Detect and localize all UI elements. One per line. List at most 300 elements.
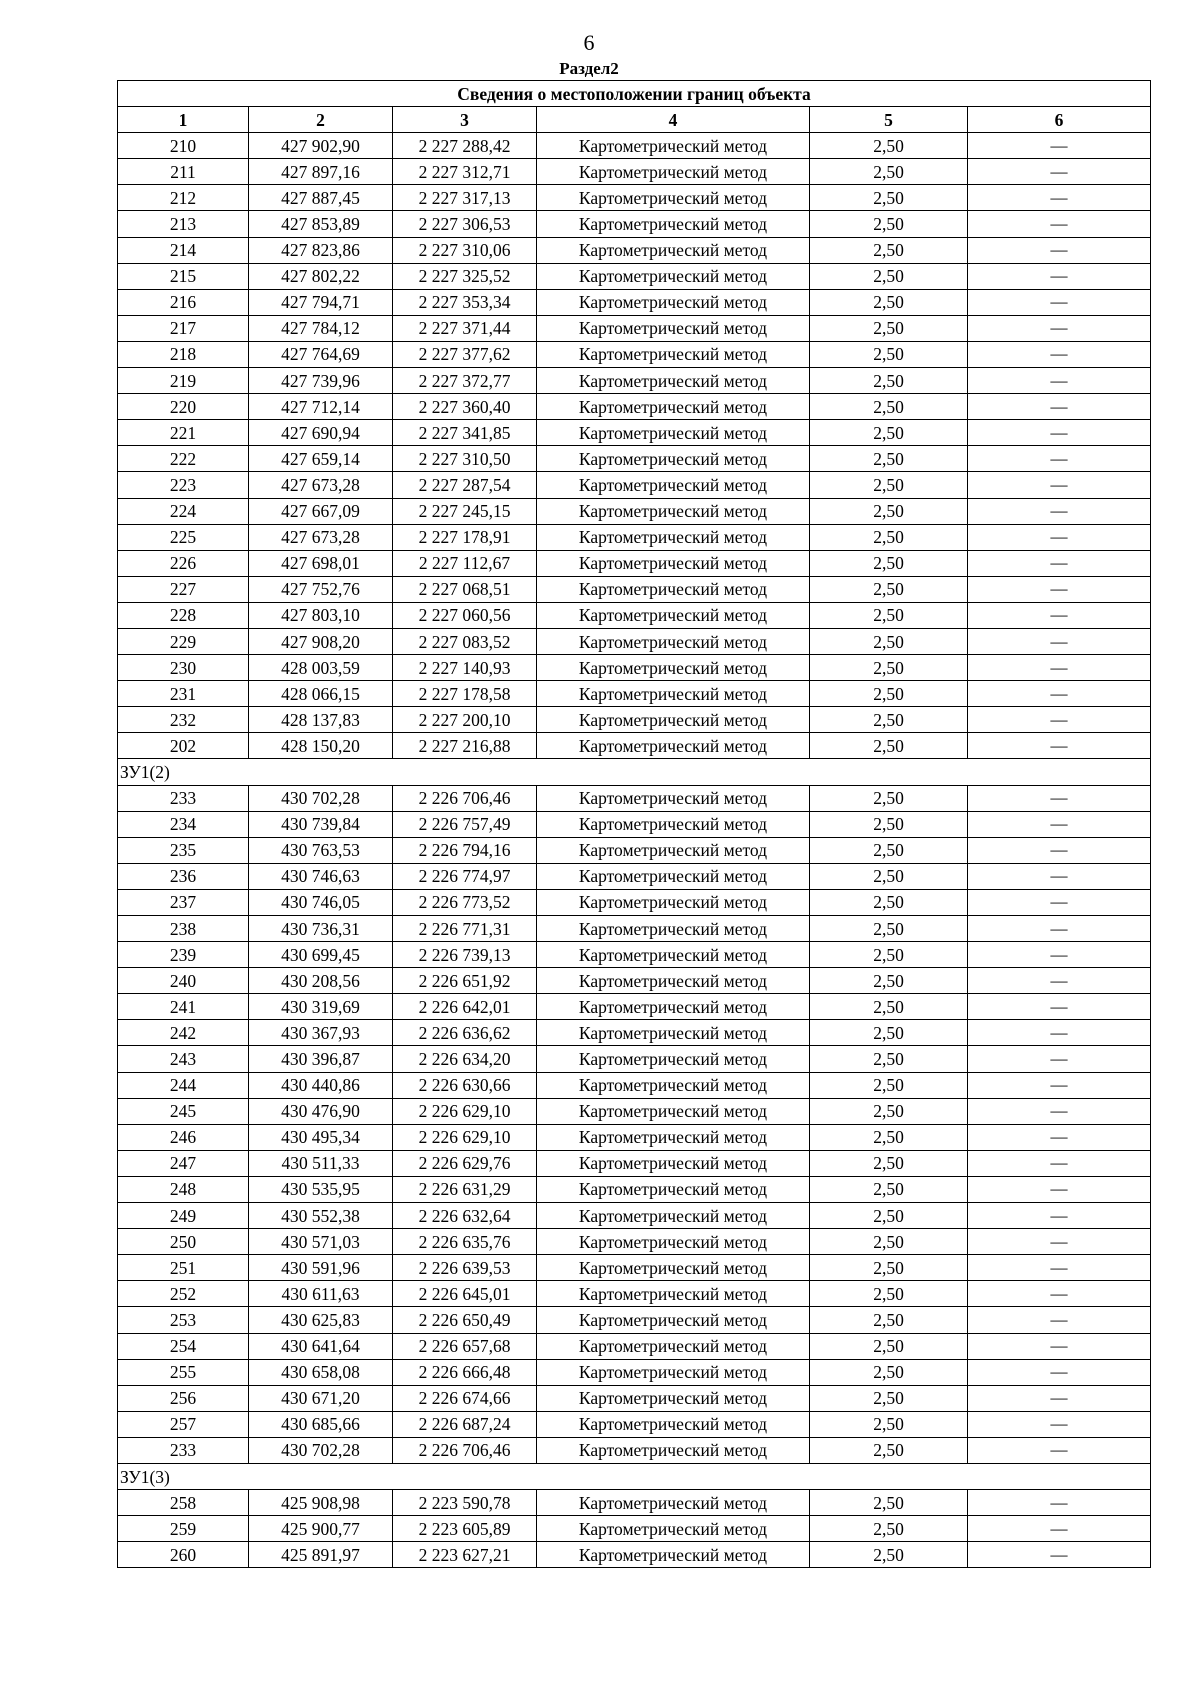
accuracy-cell: 2,50 — [810, 1229, 968, 1255]
accuracy-cell: 2,50 — [810, 837, 968, 863]
y-coordinate-cell: 2 227 377,62 — [393, 341, 537, 367]
accuracy-cell: 2,50 — [810, 576, 968, 602]
table-group-row — [118, 759, 1151, 785]
y-coordinate-cell: 2 226 674,66 — [393, 1385, 537, 1411]
table-row — [118, 368, 1151, 394]
y-coordinate-cell: 2 227 317,13 — [393, 185, 537, 211]
y-coordinate-cell: 2 227 325,52 — [393, 263, 537, 289]
x-coordinate-cell: 430 685,66 — [249, 1411, 393, 1437]
description-cell: — — [968, 263, 1151, 289]
x-coordinate-cell: 427 659,14 — [249, 446, 393, 472]
point-number-cell: 252 — [118, 1281, 249, 1307]
table-row — [118, 1516, 1151, 1542]
method-cell: Картометрический метод — [537, 994, 810, 1020]
method-cell: Картометрический метод — [537, 968, 810, 994]
accuracy-cell: 2,50 — [810, 889, 968, 915]
y-coordinate-cell: 2 227 178,91 — [393, 524, 537, 550]
point-number-cell: 243 — [118, 1046, 249, 1072]
accuracy-cell: 2,50 — [810, 628, 968, 654]
point-number-cell: 246 — [118, 1124, 249, 1150]
description-cell: — — [968, 1229, 1151, 1255]
point-number-cell: 212 — [118, 185, 249, 211]
method-cell: Картометрический метод — [537, 863, 810, 889]
method-cell: Картометрический метод — [537, 341, 810, 367]
x-coordinate-cell: 425 908,98 — [249, 1490, 393, 1516]
description-cell: — — [968, 576, 1151, 602]
description-cell: — — [968, 916, 1151, 942]
table-row — [118, 133, 1151, 159]
point-number-cell: 260 — [118, 1542, 249, 1568]
table-row — [118, 1307, 1151, 1333]
x-coordinate-cell: 430 763,53 — [249, 837, 393, 863]
method-cell: Картометрический метод — [537, 1542, 810, 1568]
point-number-cell: 240 — [118, 968, 249, 994]
description-cell: — — [968, 550, 1151, 576]
accuracy-cell: 2,50 — [810, 1385, 968, 1411]
page-number: 6 — [583, 30, 595, 55]
accuracy-cell: 2,50 — [810, 1411, 968, 1437]
point-number-cell: 211 — [118, 159, 249, 185]
point-number-cell: 225 — [118, 524, 249, 550]
point-number-cell: 248 — [118, 1176, 249, 1202]
x-coordinate-cell: 430 535,95 — [249, 1176, 393, 1202]
method-cell: Картометрический метод — [537, 159, 810, 185]
method-cell: Картометрический метод — [537, 1307, 810, 1333]
x-coordinate-cell: 430 658,08 — [249, 1359, 393, 1385]
x-coordinate-cell: 427 853,89 — [249, 211, 393, 237]
y-coordinate-cell: 2 226 773,52 — [393, 889, 537, 915]
description-cell: — — [968, 1176, 1151, 1202]
description-cell: — — [968, 1385, 1151, 1411]
x-coordinate-cell: 430 591,96 — [249, 1255, 393, 1281]
y-coordinate-cell: 2 227 372,77 — [393, 368, 537, 394]
x-coordinate-cell: 427 712,14 — [249, 394, 393, 420]
table-row — [118, 576, 1151, 602]
table-row — [118, 681, 1151, 707]
y-coordinate-cell: 2 227 312,71 — [393, 159, 537, 185]
y-coordinate-cell: 2 227 288,42 — [393, 133, 537, 159]
accuracy-cell: 2,50 — [810, 1046, 968, 1072]
x-coordinate-cell: 427 752,76 — [249, 576, 393, 602]
table-row — [118, 446, 1151, 472]
accuracy-cell: 2,50 — [810, 524, 968, 550]
y-coordinate-cell: 2 227 310,50 — [393, 446, 537, 472]
point-number-cell: 233 — [118, 1437, 249, 1463]
x-coordinate-cell: 430 671,20 — [249, 1385, 393, 1411]
point-number-cell: 257 — [118, 1411, 249, 1437]
x-coordinate-cell: 428 150,20 — [249, 733, 393, 759]
accuracy-cell: 2,50 — [810, 341, 968, 367]
description-cell: — — [968, 942, 1151, 968]
x-coordinate-cell: 430 571,03 — [249, 1229, 393, 1255]
accuracy-cell: 2,50 — [810, 159, 968, 185]
accuracy-cell: 2,50 — [810, 498, 968, 524]
table-row — [118, 655, 1151, 681]
table-row — [118, 1203, 1151, 1229]
x-coordinate-cell: 430 641,64 — [249, 1333, 393, 1359]
description-cell: — — [968, 1072, 1151, 1098]
y-coordinate-cell: 2 226 631,29 — [393, 1176, 537, 1202]
description-cell: — — [968, 472, 1151, 498]
method-cell: Картометрический метод — [537, 550, 810, 576]
y-coordinate-cell: 2 226 706,46 — [393, 1437, 537, 1463]
table-row — [118, 602, 1151, 628]
point-number-cell: 251 — [118, 1255, 249, 1281]
description-cell: — — [968, 1437, 1151, 1463]
method-cell: Картометрический метод — [537, 602, 810, 628]
y-coordinate-cell: 2 226 657,68 — [393, 1333, 537, 1359]
point-number-cell: 202 — [118, 733, 249, 759]
x-coordinate-cell: 427 897,16 — [249, 159, 393, 185]
accuracy-cell: 2,50 — [810, 1203, 968, 1229]
y-coordinate-cell: 2 226 666,48 — [393, 1359, 537, 1385]
accuracy-cell: 2,50 — [810, 289, 968, 315]
accuracy-cell: 2,50 — [810, 602, 968, 628]
x-coordinate-cell: 427 739,96 — [249, 368, 393, 394]
y-coordinate-cell: 2 223 627,21 — [393, 1542, 537, 1568]
description-cell: — — [968, 315, 1151, 341]
description-cell: — — [968, 289, 1151, 315]
point-number-cell: 241 — [118, 994, 249, 1020]
accuracy-cell: 2,50 — [810, 942, 968, 968]
accuracy-cell: 2,50 — [810, 863, 968, 889]
point-number-cell: 218 — [118, 341, 249, 367]
table-row — [118, 211, 1151, 237]
table-row — [118, 1281, 1151, 1307]
accuracy-cell: 2,50 — [810, 1150, 968, 1176]
method-cell: Картометрический метод — [537, 942, 810, 968]
point-number-cell: 223 — [118, 472, 249, 498]
method-cell: Картометрический метод — [537, 837, 810, 863]
x-coordinate-cell: 427 784,12 — [249, 315, 393, 341]
method-cell: Картометрический метод — [537, 1229, 810, 1255]
table-row — [118, 1411, 1151, 1437]
method-cell: Картометрический метод — [537, 133, 810, 159]
method-cell: Картометрический метод — [537, 1046, 810, 1072]
method-cell: Картометрический метод — [537, 1020, 810, 1046]
method-cell: Картометрический метод — [537, 368, 810, 394]
y-coordinate-cell: 2 227 371,44 — [393, 315, 537, 341]
method-cell: Картометрический метод — [537, 1203, 810, 1229]
method-cell: Картометрический метод — [537, 524, 810, 550]
y-coordinate-cell: 2 227 200,10 — [393, 707, 537, 733]
column-header: 4 — [537, 107, 810, 133]
x-coordinate-cell: 430 736,31 — [249, 916, 393, 942]
description-cell: — — [968, 185, 1151, 211]
x-coordinate-cell: 430 746,63 — [249, 863, 393, 889]
table-body — [118, 133, 1151, 1568]
accuracy-cell: 2,50 — [810, 1072, 968, 1098]
accuracy-cell: 2,50 — [810, 446, 968, 472]
description-cell: — — [968, 863, 1151, 889]
table-group-row — [118, 1463, 1151, 1489]
table-row — [118, 1255, 1151, 1281]
description-cell: — — [968, 602, 1151, 628]
y-coordinate-cell: 2 227 360,40 — [393, 394, 537, 420]
method-cell: Картометрический метод — [537, 420, 810, 446]
description-cell: — — [968, 1124, 1151, 1150]
group-label: ЗУ1(2) — [118, 759, 1151, 785]
y-coordinate-cell: 2 227 287,54 — [393, 472, 537, 498]
table-row — [118, 420, 1151, 446]
description-cell: — — [968, 1020, 1151, 1046]
y-coordinate-cell: 2 226 687,24 — [393, 1411, 537, 1437]
point-number-cell: 250 — [118, 1229, 249, 1255]
y-coordinate-cell: 2 226 645,01 — [393, 1281, 537, 1307]
table-row — [118, 315, 1151, 341]
y-coordinate-cell: 2 226 651,92 — [393, 968, 537, 994]
y-coordinate-cell: 2 227 310,06 — [393, 237, 537, 263]
x-coordinate-cell: 428 137,83 — [249, 707, 393, 733]
table-row — [118, 237, 1151, 263]
accuracy-cell: 2,50 — [810, 707, 968, 733]
table-row — [118, 1020, 1151, 1046]
group-label: ЗУ1(3) — [118, 1463, 1151, 1489]
boundary-table — [117, 80, 1151, 1568]
y-coordinate-cell: 2 227 353,34 — [393, 289, 537, 315]
table-row — [118, 942, 1151, 968]
x-coordinate-cell: 427 823,86 — [249, 237, 393, 263]
x-coordinate-cell: 427 673,28 — [249, 524, 393, 550]
description-cell: — — [968, 785, 1151, 811]
accuracy-cell: 2,50 — [810, 785, 968, 811]
point-number-cell: 239 — [118, 942, 249, 968]
y-coordinate-cell: 2 226 629,10 — [393, 1098, 537, 1124]
y-coordinate-cell: 2 227 060,56 — [393, 602, 537, 628]
accuracy-cell: 2,50 — [810, 1437, 968, 1463]
x-coordinate-cell: 430 746,05 — [249, 889, 393, 915]
x-coordinate-cell: 427 690,94 — [249, 420, 393, 446]
method-cell: Картометрический метод — [537, 237, 810, 263]
y-coordinate-cell: 2 223 605,89 — [393, 1516, 537, 1542]
description-cell: — — [968, 889, 1151, 915]
method-cell: Картометрический метод — [537, 498, 810, 524]
accuracy-cell: 2,50 — [810, 968, 968, 994]
description-cell: — — [968, 1490, 1151, 1516]
x-coordinate-cell: 430 440,86 — [249, 1072, 393, 1098]
table-row — [118, 1098, 1151, 1124]
x-coordinate-cell: 430 396,87 — [249, 1046, 393, 1072]
x-coordinate-cell: 428 003,59 — [249, 655, 393, 681]
table-row — [118, 628, 1151, 654]
method-cell: Картометрический метод — [537, 811, 810, 837]
table-row — [118, 1046, 1151, 1072]
method-cell: Картометрический метод — [537, 1098, 810, 1124]
description-cell: — — [968, 394, 1151, 420]
point-number-cell: 214 — [118, 237, 249, 263]
method-cell: Картометрический метод — [537, 1437, 810, 1463]
table-row — [118, 1385, 1151, 1411]
description-cell: — — [968, 368, 1151, 394]
method-cell: Картометрический метод — [537, 1255, 810, 1281]
point-number-cell: 226 — [118, 550, 249, 576]
accuracy-cell: 2,50 — [810, 1307, 968, 1333]
x-coordinate-cell: 425 891,97 — [249, 1542, 393, 1568]
description-cell: — — [968, 420, 1151, 446]
accuracy-cell: 2,50 — [810, 1516, 968, 1542]
y-coordinate-cell: 2 226 650,49 — [393, 1307, 537, 1333]
accuracy-cell: 2,50 — [810, 1333, 968, 1359]
accuracy-cell: 2,50 — [810, 655, 968, 681]
table-header-row — [118, 107, 1151, 133]
y-coordinate-cell: 2 226 771,31 — [393, 916, 537, 942]
y-coordinate-cell: 2 227 245,15 — [393, 498, 537, 524]
table-row — [118, 498, 1151, 524]
point-number-cell: 249 — [118, 1203, 249, 1229]
table-row — [118, 185, 1151, 211]
y-coordinate-cell: 2 227 112,67 — [393, 550, 537, 576]
x-coordinate-cell: 428 066,15 — [249, 681, 393, 707]
method-cell: Картометрический метод — [537, 394, 810, 420]
point-number-cell: 236 — [118, 863, 249, 889]
method-cell: Картометрический метод — [537, 1176, 810, 1202]
description-cell: — — [968, 1516, 1151, 1542]
point-number-cell: 217 — [118, 315, 249, 341]
table-row — [118, 1333, 1151, 1359]
method-cell: Картометрический метод — [537, 185, 810, 211]
description-cell: — — [968, 968, 1151, 994]
x-coordinate-cell: 427 698,01 — [249, 550, 393, 576]
x-coordinate-cell: 430 702,28 — [249, 1437, 393, 1463]
table-row — [118, 968, 1151, 994]
description-cell: — — [968, 237, 1151, 263]
x-coordinate-cell: 430 367,93 — [249, 1020, 393, 1046]
x-coordinate-cell: 430 702,28 — [249, 785, 393, 811]
y-coordinate-cell: 2 226 629,76 — [393, 1150, 537, 1176]
description-cell: — — [968, 1098, 1151, 1124]
method-cell: Картометрический метод — [537, 1333, 810, 1359]
y-coordinate-cell: 2 226 635,76 — [393, 1229, 537, 1255]
method-cell: Картометрический метод — [537, 1359, 810, 1385]
point-number-cell: 234 — [118, 811, 249, 837]
accuracy-cell: 2,50 — [810, 1124, 968, 1150]
point-number-cell: 254 — [118, 1333, 249, 1359]
description-cell: — — [968, 1046, 1151, 1072]
point-number-cell: 220 — [118, 394, 249, 420]
table-row — [118, 994, 1151, 1020]
accuracy-cell: 2,50 — [810, 420, 968, 446]
x-coordinate-cell: 427 667,09 — [249, 498, 393, 524]
description-cell: — — [968, 1333, 1151, 1359]
table-row — [118, 263, 1151, 289]
point-number-cell: 221 — [118, 420, 249, 446]
description-cell: — — [968, 211, 1151, 237]
accuracy-cell: 2,50 — [810, 994, 968, 1020]
y-coordinate-cell: 2 226 706,46 — [393, 785, 537, 811]
accuracy-cell: 2,50 — [810, 315, 968, 341]
description-cell: — — [968, 1255, 1151, 1281]
accuracy-cell: 2,50 — [810, 916, 968, 942]
y-coordinate-cell: 2 227 216,88 — [393, 733, 537, 759]
y-coordinate-cell: 2 226 794,16 — [393, 837, 537, 863]
point-number-cell: 228 — [118, 602, 249, 628]
x-coordinate-cell: 427 802,22 — [249, 263, 393, 289]
description-cell: — — [968, 133, 1151, 159]
description-cell: — — [968, 811, 1151, 837]
table-row — [118, 550, 1151, 576]
point-number-cell: 232 — [118, 707, 249, 733]
table-row — [118, 837, 1151, 863]
description-cell: — — [968, 994, 1151, 1020]
table-row — [118, 1150, 1151, 1176]
accuracy-cell: 2,50 — [810, 185, 968, 211]
x-coordinate-cell: 430 511,33 — [249, 1150, 393, 1176]
accuracy-cell: 2,50 — [810, 550, 968, 576]
method-cell: Картометрический метод — [537, 889, 810, 915]
x-coordinate-cell: 430 552,38 — [249, 1203, 393, 1229]
method-cell: Картометрический метод — [537, 681, 810, 707]
method-cell: Картометрический метод — [537, 785, 810, 811]
table-row — [118, 289, 1151, 315]
x-coordinate-cell: 427 794,71 — [249, 289, 393, 315]
method-cell: Картометрический метод — [537, 1385, 810, 1411]
table-row — [118, 1229, 1151, 1255]
description-cell: — — [968, 1203, 1151, 1229]
column-header: 2 — [249, 107, 393, 133]
table-row — [118, 916, 1151, 942]
accuracy-cell: 2,50 — [810, 1020, 968, 1046]
table-row — [118, 1176, 1151, 1202]
y-coordinate-cell: 2 227 083,52 — [393, 628, 537, 654]
accuracy-cell: 2,50 — [810, 733, 968, 759]
table-row — [118, 1437, 1151, 1463]
description-cell: — — [968, 1542, 1151, 1568]
section-title: Раздел2 — [559, 59, 619, 78]
y-coordinate-cell: 2 227 306,53 — [393, 211, 537, 237]
description-cell: — — [968, 159, 1151, 185]
accuracy-cell: 2,50 — [810, 681, 968, 707]
method-cell: Картометрический метод — [537, 1072, 810, 1098]
y-coordinate-cell: 2 226 634,20 — [393, 1046, 537, 1072]
description-cell: — — [968, 707, 1151, 733]
x-coordinate-cell: 430 699,45 — [249, 942, 393, 968]
point-number-cell: 227 — [118, 576, 249, 602]
column-header: 5 — [810, 107, 968, 133]
description-cell: — — [968, 498, 1151, 524]
accuracy-cell: 2,50 — [810, 237, 968, 263]
point-number-cell: 258 — [118, 1490, 249, 1516]
accuracy-cell: 2,50 — [810, 394, 968, 420]
x-coordinate-cell: 430 495,34 — [249, 1124, 393, 1150]
table-row — [118, 863, 1151, 889]
table-row — [118, 785, 1151, 811]
point-number-cell: 237 — [118, 889, 249, 915]
accuracy-cell: 2,50 — [810, 1490, 968, 1516]
accuracy-cell: 2,50 — [810, 1359, 968, 1385]
table-row — [118, 394, 1151, 420]
point-number-cell: 230 — [118, 655, 249, 681]
y-coordinate-cell: 2 227 068,51 — [393, 576, 537, 602]
method-cell: Картометрический метод — [537, 1490, 810, 1516]
y-coordinate-cell: 2 226 630,66 — [393, 1072, 537, 1098]
method-cell: Картометрический метод — [537, 628, 810, 654]
description-cell: — — [968, 733, 1151, 759]
y-coordinate-cell: 2 223 590,78 — [393, 1490, 537, 1516]
method-cell: Картометрический метод — [537, 472, 810, 498]
y-coordinate-cell: 2 226 774,97 — [393, 863, 537, 889]
x-coordinate-cell: 430 208,56 — [249, 968, 393, 994]
point-number-cell: 210 — [118, 133, 249, 159]
table-row — [118, 159, 1151, 185]
accuracy-cell: 2,50 — [810, 1098, 968, 1124]
accuracy-cell: 2,50 — [810, 472, 968, 498]
y-coordinate-cell: 2 226 639,53 — [393, 1255, 537, 1281]
column-header: 3 — [393, 107, 537, 133]
point-number-cell: 216 — [118, 289, 249, 315]
x-coordinate-cell: 430 476,90 — [249, 1098, 393, 1124]
accuracy-cell: 2,50 — [810, 368, 968, 394]
accuracy-cell: 2,50 — [810, 811, 968, 837]
